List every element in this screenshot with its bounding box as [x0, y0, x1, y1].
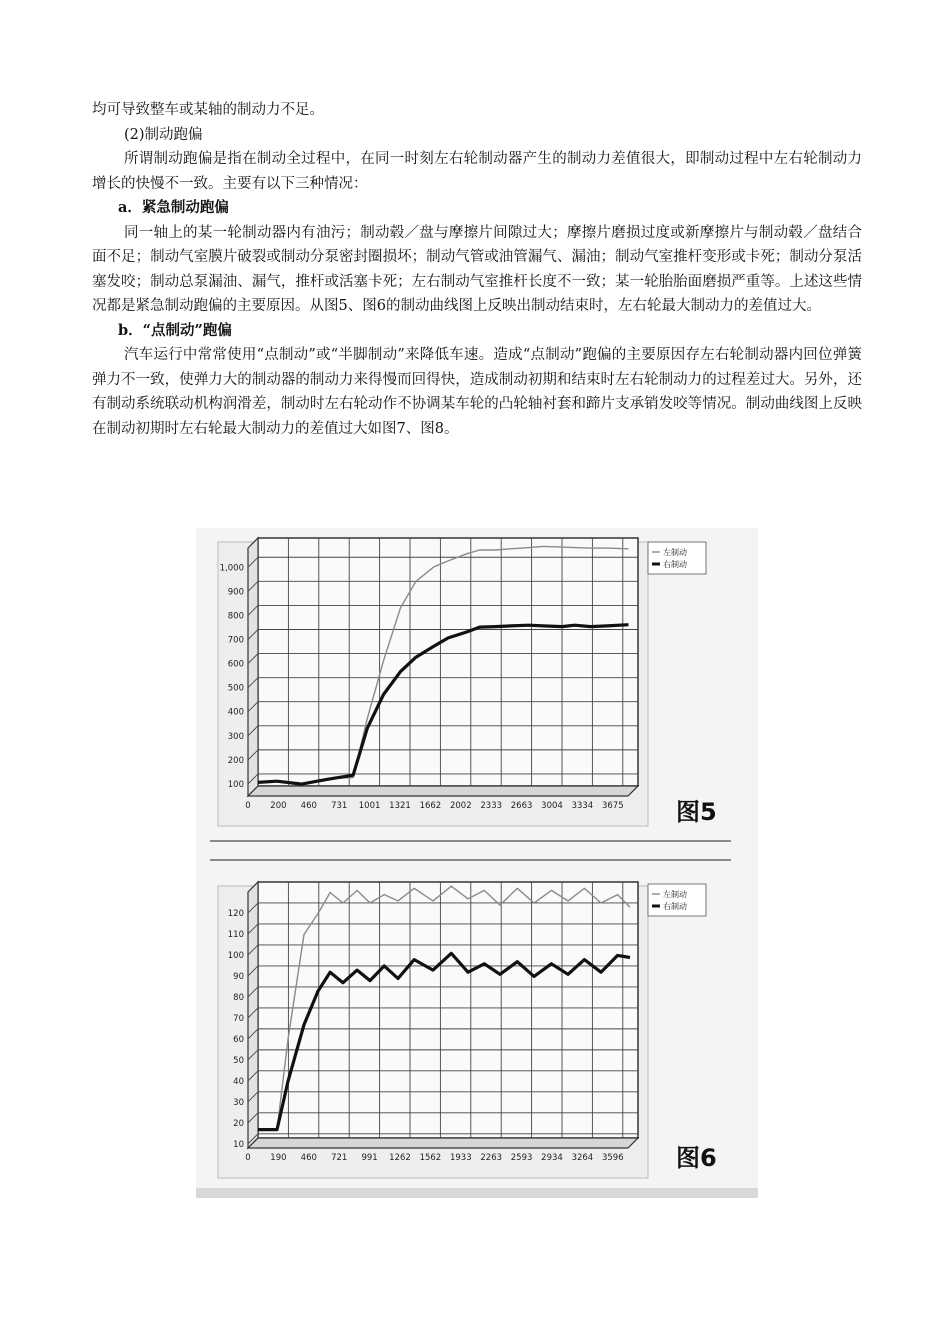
x-tick-label: 2593 — [510, 1153, 533, 1163]
y-tick-label: 200 — [227, 755, 244, 766]
plot-back-wall — [258, 538, 638, 786]
figure-title: 图5 — [676, 798, 717, 826]
legend-box — [648, 884, 706, 916]
heading-point-brake: b．“点制动”跑偏 — [118, 321, 232, 339]
y-tick-label: 600 — [227, 659, 244, 670]
legend-label: 右制动 — [663, 560, 687, 569]
plot-floor — [248, 786, 638, 796]
paragraph-definition: 所谓制动跑偏是指在制动全过程中，在同一时刻左右轮制动器产生的制动力差值很大，即制动过程中左右轮制动力增长的快慢不一致。主要有以下三种情况： — [92, 151, 862, 192]
x-tick-label: 190 — [270, 1153, 287, 1163]
x-tick-label: 731 — [331, 801, 348, 811]
legend-label: 左制动 — [663, 890, 687, 899]
y-tick-label: 100 — [227, 950, 244, 961]
plot-side-wall — [248, 882, 258, 1148]
x-tick-label: 721 — [331, 1153, 348, 1163]
x-tick-label: 200 — [270, 801, 287, 811]
y-tick-label: 10 — [233, 1139, 244, 1150]
plot-back-wall — [258, 882, 638, 1138]
y-tick-label: 300 — [227, 731, 244, 742]
x-tick-label: 3675 — [601, 801, 624, 811]
x-tick-label: 2263 — [480, 1153, 503, 1163]
y-tick-label: 800 — [227, 611, 244, 622]
y-tick-label: 70 — [233, 1013, 244, 1024]
y-tick-label: 30 — [233, 1097, 244, 1108]
x-tick-label: 0 — [245, 801, 251, 811]
y-tick-label: 20 — [233, 1118, 244, 1129]
x-tick-label: 1562 — [419, 1153, 442, 1163]
x-tick-label: 3334 — [571, 801, 594, 811]
y-tick-label: 60 — [233, 1034, 244, 1045]
figure-title: 图6 — [676, 1144, 717, 1172]
x-tick-label: 1001 — [358, 801, 381, 811]
plot-side-wall — [248, 538, 258, 796]
y-tick-label: 80 — [233, 992, 244, 1003]
chart-figure5 — [218, 538, 717, 826]
legend-box — [648, 542, 706, 574]
y-tick-label: 40 — [233, 1076, 244, 1087]
body-text — [92, 98, 862, 441]
y-tick-label: 900 — [227, 587, 244, 598]
y-tick-label: 400 — [227, 707, 244, 718]
y-tick-label: 1,000 — [219, 563, 244, 574]
x-tick-label: 3264 — [571, 1153, 594, 1163]
paragraph-emergency-causes: 同一轴上的某一轮制动器内有油污；制动毂／盘与摩擦片间隙过大；摩擦片磨损过度或新摩擦片与制动毂／盘结合面不足；制动气室膜片破裂或制动分泵密封圈损坏；制动气管或油管漏气、漏油；制动气室推杆变形或卡死；制动分泵活塞发咬；制动总泵漏油、漏气，推杆或活塞卡死；左右制动气室推杆长度不一致；某一轮胎胎面磨损严重等。上述这些情况都是紧急制动跑偏的主要原因。从图5、图6的制动曲线图上反映出制动结束时，左右轮最大制动力的差值过大。 — [92, 224, 862, 314]
chart-figure6 — [218, 882, 717, 1178]
legend-label: 右制动 — [663, 902, 687, 911]
x-tick-label: 460 — [300, 1153, 317, 1163]
x-tick-label: 1262 — [389, 1153, 411, 1163]
x-tick-label: 2333 — [480, 801, 503, 811]
figure-svg — [196, 528, 758, 1198]
x-tick-label: 1321 — [389, 801, 411, 811]
scroll-strip — [196, 1188, 758, 1198]
x-tick-label: 0 — [245, 1153, 251, 1163]
x-tick-label: 2934 — [541, 1153, 563, 1163]
paragraph-intro: 均可导致整车或某轴的制动力不足。 — [92, 102, 324, 118]
y-tick-label: 100 — [227, 779, 244, 790]
x-tick-label: 2002 — [449, 801, 472, 811]
paragraph-point-brake-causes: 汽车运行中常常使用“点制动”或“半脚制动”来降低车速。造成“点制动”跑偏的主要原因存左右轮制动器内回位弹簧弹力不一致，使弹力大的制动器的制动力来得慢而回得快，造成制动初期和结束时左右轮制动力的过程差过大。另外，还有制动系统联动机构润滑差，制动时左右轮动作不协调某车轮的凸轮轴衬套和蹄片支承销发咬等情况。制动曲线图上反映在制动初期时左右轮最大制动力的差值过大如图7、图8。 — [92, 347, 862, 437]
x-tick-label: 991 — [361, 1153, 378, 1163]
x-tick-label: 3596 — [601, 1153, 624, 1163]
x-tick-label: 1662 — [419, 801, 442, 811]
y-tick-label: 120 — [227, 908, 244, 919]
legend-label: 左制动 — [663, 548, 687, 557]
x-tick-label: 3004 — [541, 801, 563, 811]
x-tick-label: 2663 — [510, 801, 533, 811]
heading-brake-deviation: (2)制动跑偏 — [124, 126, 203, 143]
y-tick-label: 110 — [227, 929, 244, 940]
x-tick-label: 1933 — [449, 1153, 472, 1163]
y-tick-label: 500 — [227, 683, 244, 694]
y-tick-label: 90 — [233, 971, 244, 982]
plot-floor — [248, 1138, 638, 1148]
figure-area — [196, 528, 758, 1198]
x-tick-label: 460 — [300, 801, 317, 811]
y-tick-label: 700 — [227, 635, 244, 646]
heading-emergency: a．紧急制动跑偏 — [118, 199, 229, 216]
y-tick-label: 50 — [233, 1055, 244, 1066]
